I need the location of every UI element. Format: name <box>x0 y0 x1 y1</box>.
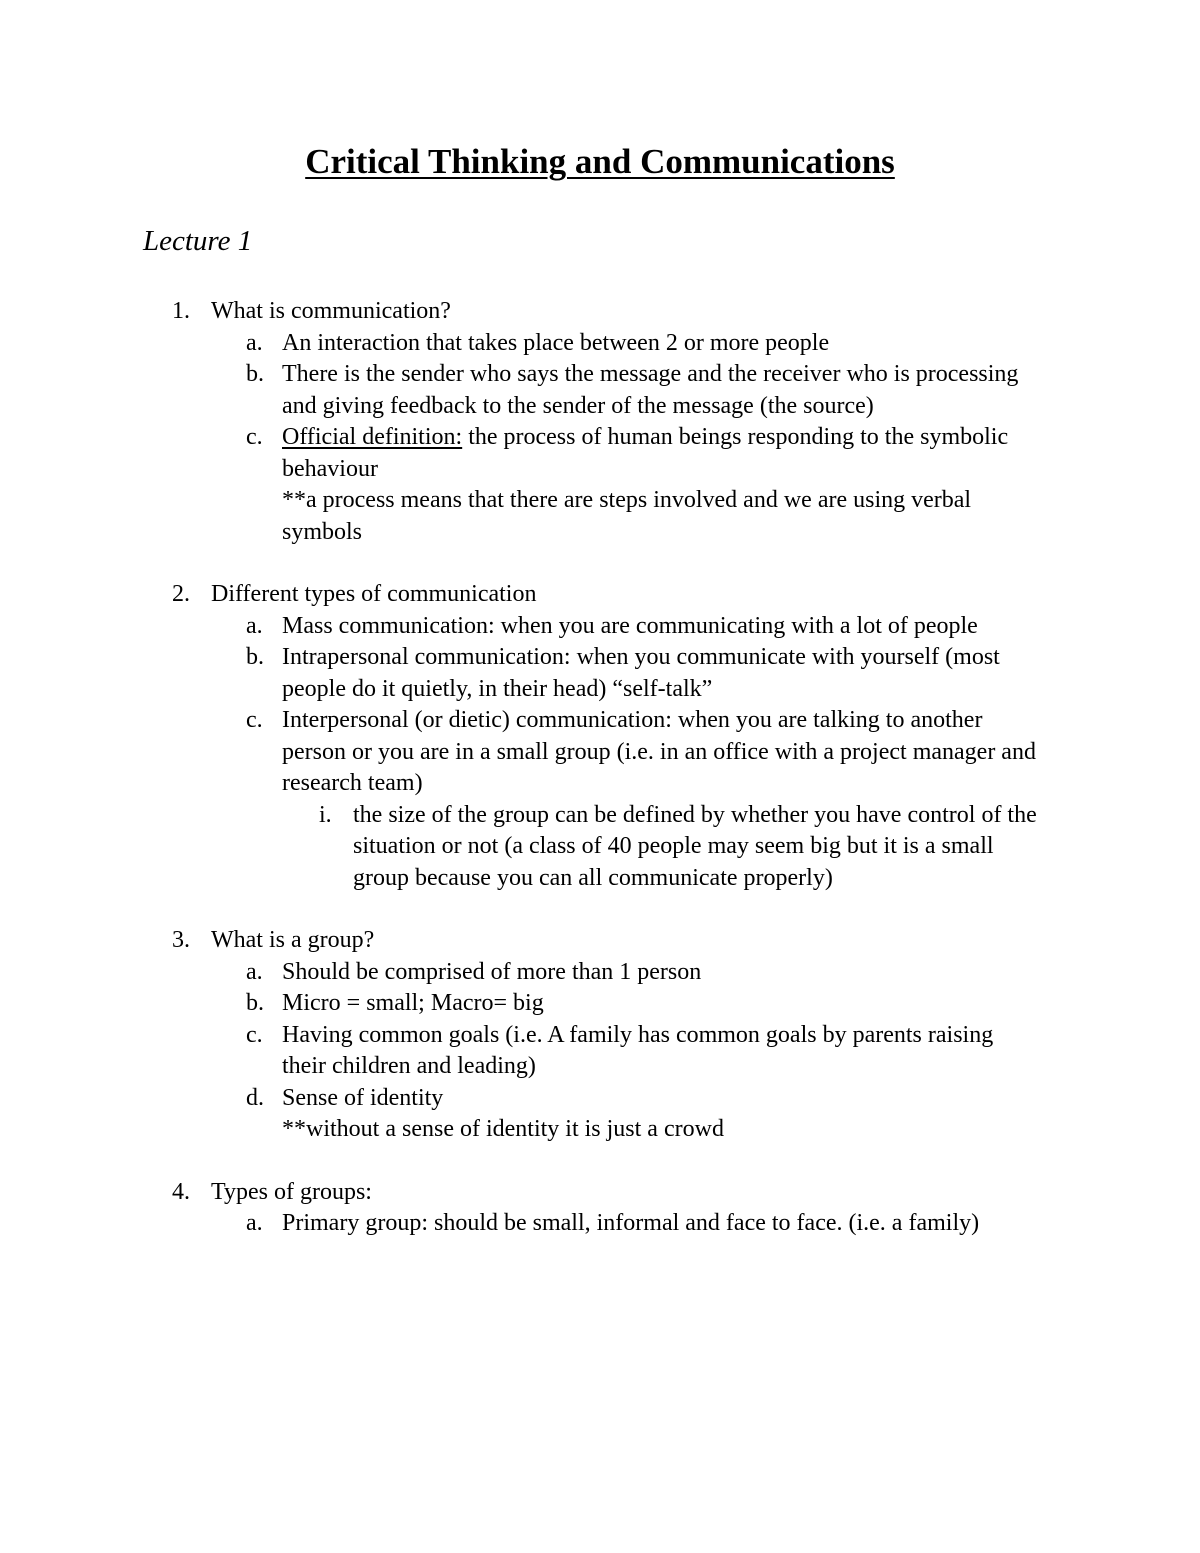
list-subitem <box>0 705 1042 800</box>
list-marker: c. <box>246 1021 263 1048</box>
list-subitem <box>0 328 1042 360</box>
list-marker: a. <box>246 1210 263 1236</box>
list-subsubitem <box>0 800 1043 895</box>
list-subitem-text: An interaction that takes place between 2 or more people <box>282 329 830 356</box>
lecture-heading: Lecture 1 <box>143 225 253 257</box>
list-item <box>0 579 1041 611</box>
list-subsubitem-text: the size of the group can be defined by whether you have control of the situation or not (a class of 40 people may seem big but it is a small group because you can all communicate properly) <box>353 801 1037 891</box>
list-marker: i. <box>319 801 332 828</box>
list-marker: a. <box>246 329 263 356</box>
list-marker: a. <box>246 958 263 985</box>
list-subitem <box>0 1208 1042 1240</box>
list-number: 1. <box>172 298 190 324</box>
list-item <box>0 1177 1041 1209</box>
list-subitem-text: Interpersonal (or dietic) communication: when you are talking to another person or you are in a small group (i.e. in an office with a project manager and research team) <box>282 707 1036 796</box>
list-number: 4. <box>172 1178 190 1205</box>
list-subitem <box>0 1020 1042 1083</box>
list-marker: a. <box>246 612 263 639</box>
list-subitem <box>0 957 1042 989</box>
list-number: 2. <box>172 581 190 607</box>
list-subitem <box>0 422 1042 548</box>
list-subitem-text: Should be comprised of more than 1 person <box>282 958 702 985</box>
list-item-text: What is a group? <box>211 927 375 953</box>
list-item-text: What is communication? <box>211 298 451 324</box>
list-item-text: Types of groups: <box>211 1178 372 1205</box>
list-marker: c. <box>246 707 263 733</box>
list-item <box>0 296 1041 328</box>
list-item <box>0 925 1041 957</box>
list-marker: b. <box>246 361 264 387</box>
list-subitem-text: Sense of identity <box>282 1084 444 1111</box>
list-subitem-text: the process of human beings responding to the symbolic behaviour <box>282 424 1009 482</box>
list-subitem-text: Intrapersonal communication: when you communicate with yourself (most people do it quietly, in their head) “self-talk” <box>282 644 1000 702</box>
list-marker: b. <box>246 644 264 670</box>
list-note: **a process means that there are steps involved and we are using verbal symbols <box>282 487 972 545</box>
list-marker: b. <box>246 990 264 1016</box>
list-number: 3. <box>172 927 190 953</box>
list-subitem-text: Primary group: should be small, informal and face to face. (i.e. a family) <box>282 1210 980 1236</box>
list-subitem-text: Mass communication: when you are communicating with a lot of people <box>282 612 978 639</box>
definition-label: Official definition: <box>282 424 463 450</box>
list-subitem-text: Micro = small; Macro= big <box>282 990 544 1016</box>
list-subitem-text: Having common goals (i.e. A family has common goals by parents raising their children and leading) <box>282 1021 994 1079</box>
list-subitem-text: There is the sender who says the message and the receiver who is processing and giving feedback to the sender of the message (the source) <box>282 361 1019 419</box>
list-subitem <box>0 642 1042 705</box>
list-marker: d. <box>246 1084 264 1111</box>
list-note: **without a sense of identity it is just a crowd <box>282 1116 724 1142</box>
list-marker: c. <box>246 424 263 450</box>
list-subitem <box>0 611 1042 643</box>
list-subitem <box>0 1083 1042 1146</box>
lecture-notes <box>0 296 1200 1240</box>
list-subitem <box>0 988 1042 1020</box>
list-item-text: Different types of communication <box>211 581 537 607</box>
document-title: Critical Thinking and Communications <box>305 142 895 181</box>
list-subitem <box>0 359 1042 422</box>
